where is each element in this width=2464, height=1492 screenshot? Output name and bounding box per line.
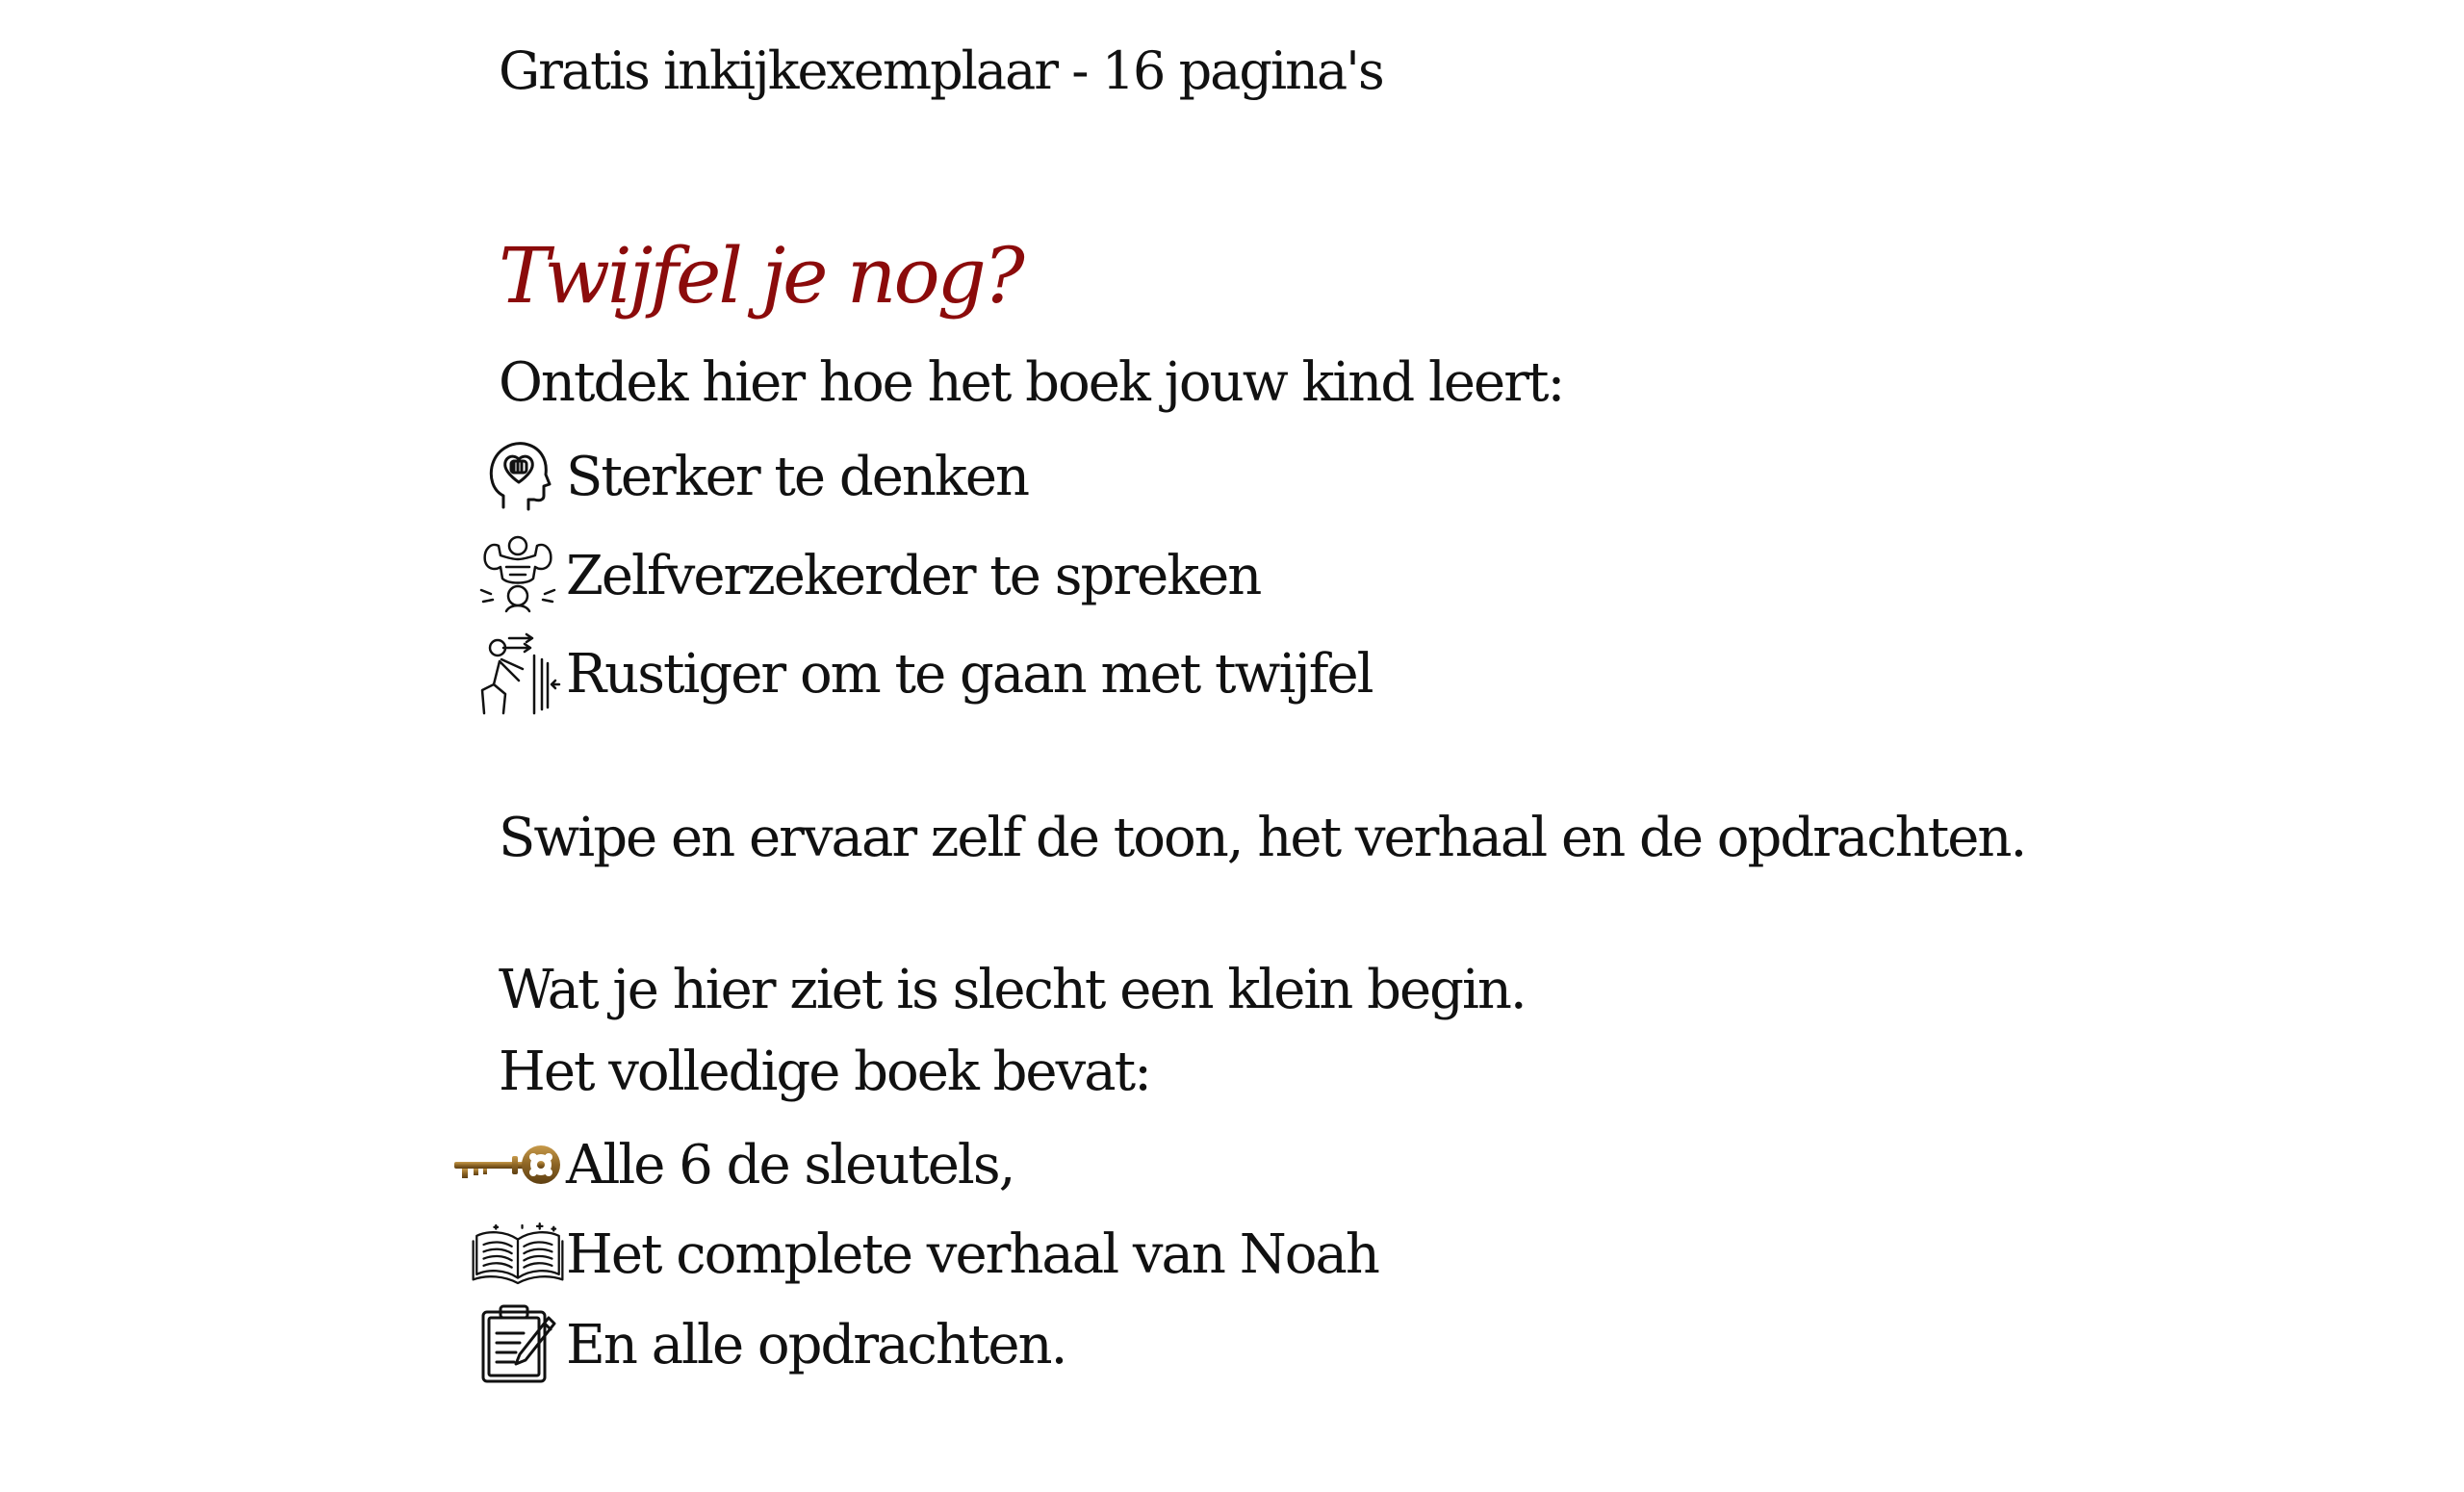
person-pushing-wall-icon [470, 630, 566, 717]
contents-item [470, 1211, 1378, 1298]
contents-label: Alle 6 de sleutels, [566, 1133, 1014, 1196]
golden-key-icon [450, 1121, 566, 1208]
benefit-label: Zelfverzekerder te spreken [566, 544, 1261, 607]
preview-subtitle: Gratis inkijkexemplaar - 16 pagina's [499, 40, 1383, 101]
benefit-item [470, 532, 1260, 619]
contents-intro: Het volledige boek bevat: [499, 1041, 1150, 1103]
benefit-item [470, 433, 1028, 520]
contents-item [470, 1121, 1014, 1208]
contents-label: Het complete verhaal van Noah [566, 1222, 1378, 1286]
swipe-text: Swipe en ervaar zelf de toon, het verhaal en de opdrachten. [499, 807, 2026, 869]
benefit-item [470, 630, 1373, 717]
open-book-icon [470, 1211, 566, 1298]
strong-person-icon [470, 532, 566, 619]
clipboard-pencil-icon [470, 1301, 566, 1388]
intro-text: Ontdek hier hoe het boek jouw kind leert: [499, 351, 1564, 414]
benefit-label: Sterker te denken [566, 445, 1029, 508]
contents-label: En alle opdrachten. [566, 1313, 1066, 1376]
contents-item [470, 1301, 1065, 1388]
begin-text: Wat je hier ziet is slecht een klein begin. [499, 959, 1526, 1021]
benefit-label: Rustiger om te gaan met twijfel [566, 642, 1373, 706]
head-fist-icon [470, 433, 566, 520]
section-title: Twijfel je nog? [499, 231, 1022, 321]
